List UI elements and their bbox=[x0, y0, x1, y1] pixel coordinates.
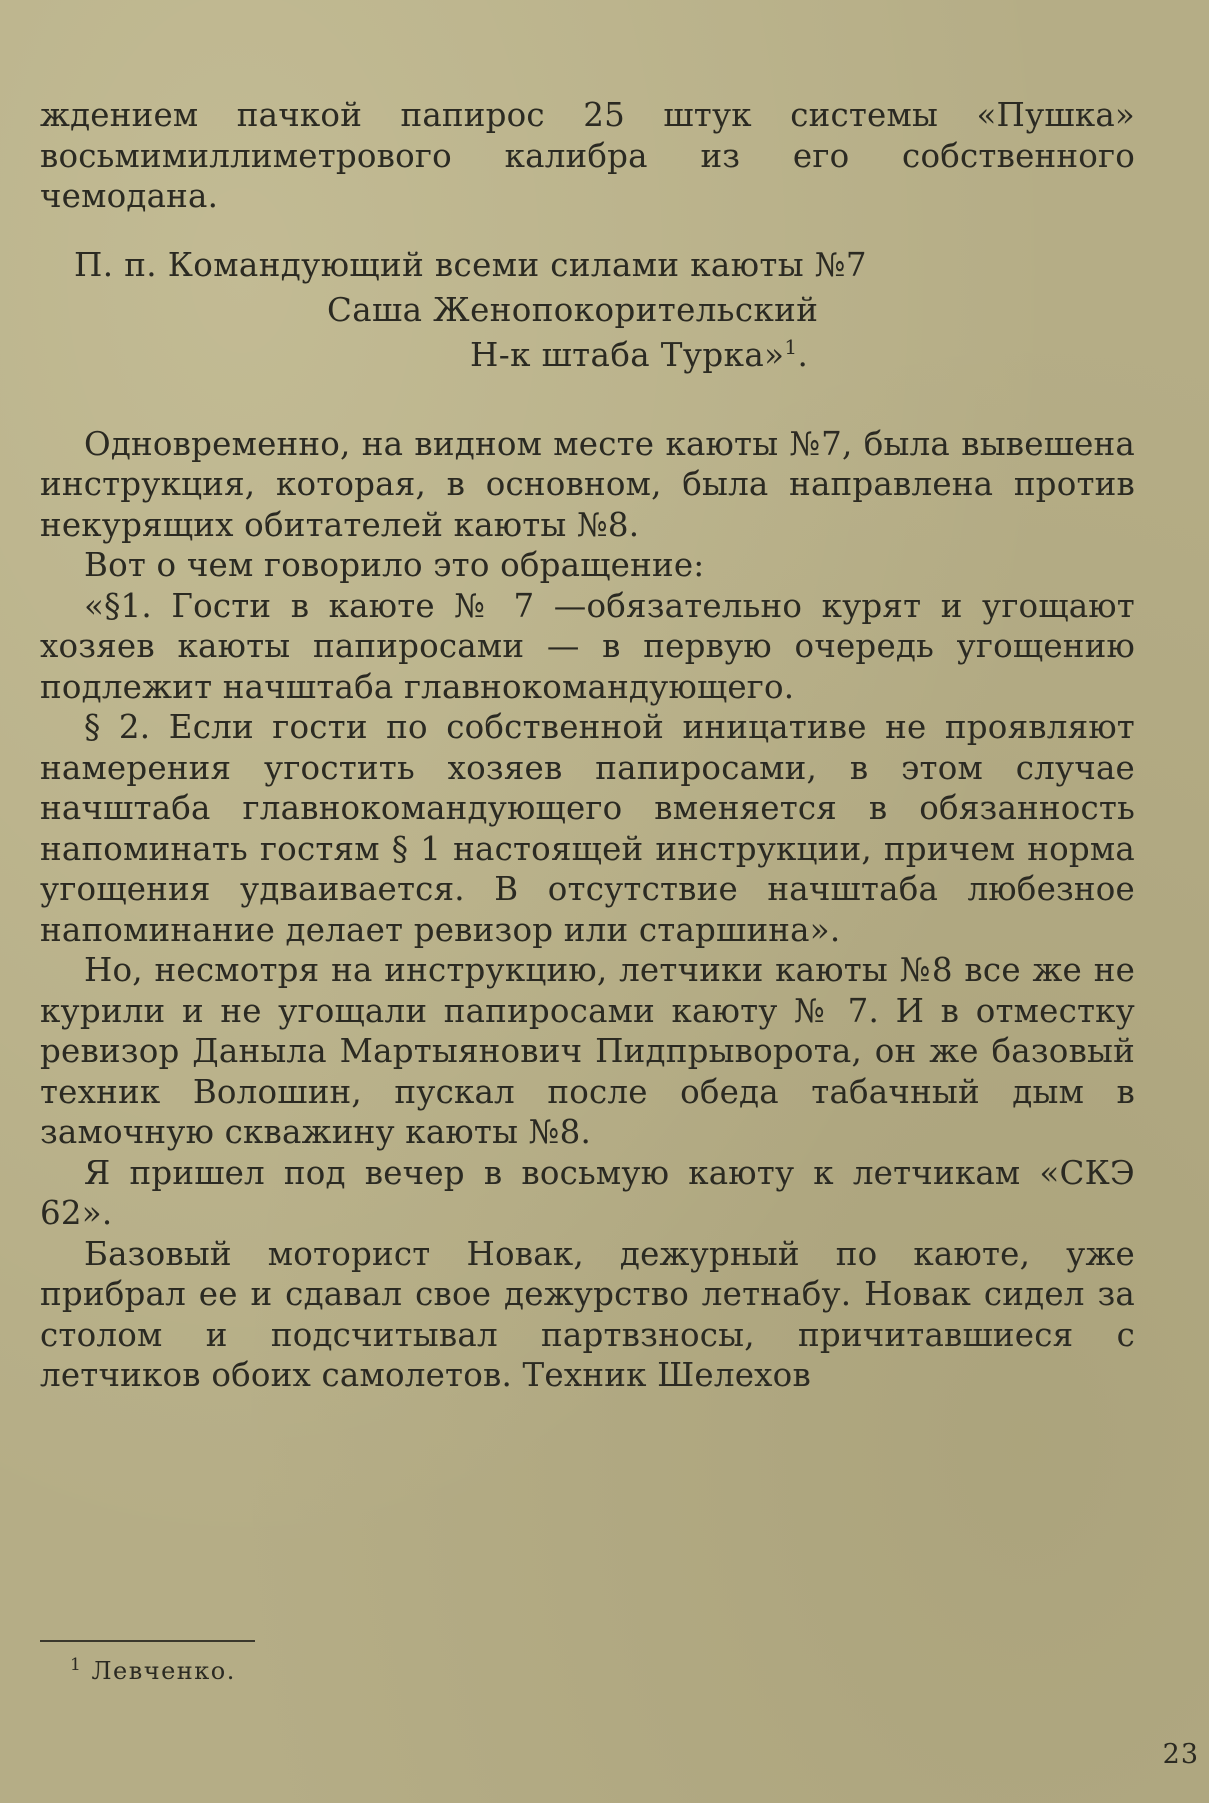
paragraph-revenge: Но, несмотря на инструкцию, летчики каюты №8 все же не курили и не угощали папиросами каюту № 7. И в отместку ревизор Даныла Мартыянович Пидпрыворота, он же базовый техник Волошин, пускал после обеда табачный дым в замочную скважину каюты №8. bbox=[40, 951, 1135, 1151]
paragraph-novak: Базовый моторист Новак, дежурный по каюте, уже прибрал ее и сдавал свое дежурство летнабу. Новак сидел за столом и подсчитывал партвзносы, причитавшиеся с летчиков обоих самолетов. Техник Шелехов bbox=[40, 1234, 1135, 1394]
paragraph-arrival: Я пришел под вечер в восьмую каюту к летчикам «СКЭ 62». bbox=[40, 1153, 1135, 1232]
footnote-divider bbox=[40, 1640, 255, 1642]
signature-line-name: Саша Женопокорительский bbox=[327, 290, 819, 329]
footnote bbox=[70, 1657, 236, 1685]
signature-line-chief-of-staff bbox=[40, 333, 1135, 378]
signature-chief-end: . bbox=[797, 335, 809, 374]
footnote-text: Левченко. bbox=[91, 1657, 236, 1685]
signature-chief-text: Н-к штаба Турка» bbox=[470, 335, 785, 374]
paragraph-appeal-intro: Вот о чем говорило это обращение: bbox=[84, 546, 705, 584]
signature-line-commander: П. п. Командующий всеми силами каюты №7 bbox=[74, 245, 868, 284]
footnote-mark: 1 bbox=[70, 1655, 83, 1675]
footnote-reference: 1 bbox=[784, 334, 798, 359]
paragraph-rule-2: § 2. Если гости по собственной иницативе не проявляют намерения угостить хозяев папиросами, в этом случае начштаба главнокомандующего вменяется в обязанность напоминать гостям § 1 настоящей инструкции, причем норма угощения удваивается. В отсутствие начштаба любезное напоминание делает ревизор или старшина». bbox=[40, 708, 1135, 949]
signature-block bbox=[40, 243, 1135, 378]
paragraph-rule-1: «§1. Гости в каюте № 7 —обязательно курят и угощают хозяев каюты папиросами — в первую очередь угощению подлежит начштаба главнокомандующего. bbox=[40, 586, 1135, 706]
book-page bbox=[40, 95, 1135, 1785]
paragraph-instruction-posted: Одновременно, на видном месте каюты №7, была вывешена инструкция, которая, в основном, была направлена против некурящих обитателей каюты №8. bbox=[40, 424, 1135, 544]
paragraph-continuation: ждением пачкой папирос 25 штук системы «Пушка» восьмимиллиметрового калибра из его собственного чемодана. bbox=[40, 96, 1135, 215]
page-number: 23 bbox=[1162, 1739, 1199, 1770]
